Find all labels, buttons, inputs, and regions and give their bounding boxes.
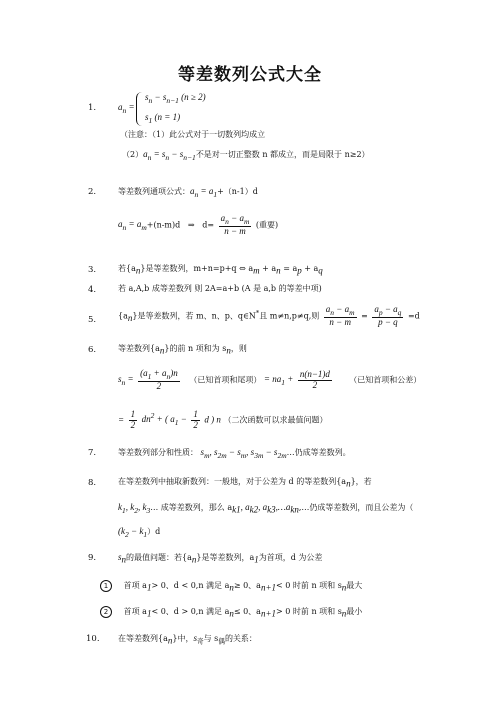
item-number-2: 2. [88,187,97,197]
note-line-1: （注意：（1）此公式对于一切数列均成立 [120,130,266,139]
fraction-half-2: $\frac{1}{2}$ [193,409,198,430]
item-number-1: 1. [88,103,97,113]
extremum-case-max: 1 首项 $a_1> 0$、d < 0,n 满足 $a_n\ge 0$、$a_{n+1}< 0$ 时前 n 项和 $s_n$最大 [100,580,362,593]
fraction-mn: $\frac{a_n - a_m}{n - m}$ [325,304,355,328]
general-term-formula-m: $a_n = a_m+(n-m)d$ ⇒ d= $\frac{a_n - a_m}{n - m}$ (重要) [118,213,279,237]
general-term-formula: 等差数列通项公式：$a_n = a_1+(n-1)d$ [118,186,258,199]
odd-even-sum-relation: 在等差数列$\{a_n\}$中，$s_奇$与 $s_偶$的关系： [118,633,257,646]
item-number-4: 4. [88,285,97,295]
common-difference-ratio: $\{a_n\}$是等差数列，若 m、n、p、q∈N*且 m≠n,p≠q,则 $\frac{a_n - a_m}{n - m}$ = $\frac{a_p - a_q}{p - q}$ =d [118,304,420,328]
sum-formula-quadratic: = $\frac{1}{2}$ $dn^2$ + ( $a_1$ − $\frac{1}{2}$ d ) n （二次函数可以求最值问题） [118,409,328,430]
item-number-5: 5. [88,315,97,325]
partial-sum-property: 等差数列部分和性质： $s_m$, $s_{2m} - s_m$, $s_{3m}$ − $s_{2m}\dots$仍成等差数列。 [118,447,351,460]
extremum-case-min: 2 首项 $a_1< 0$、d > 0,n 满足 $a_n\le 0$、$a_{n+1}> 0$ 时前 n 项和 $s_n$最小 [100,606,362,619]
extremum-intro: $s_n$的最值问题：若$\{a_n\}$是等差数列，$a_1$为首项，d 为公差 [118,552,323,565]
item-number-9: 9. [88,553,97,563]
sum-formula-1: $s_n$ = $\frac{(a_1 + a_n)n}{2}$ （已知首项和尾项） = $na_1$ + $\frac{n(n-1)d}{2}$ （已知首项和公差） [118,368,422,392]
formula-case-1: $s_n - s_{n-1}$ (n ≥ 2) [145,92,206,105]
fraction-pq: $\frac{a_p - a_q}{p - q}$ [374,304,402,328]
item-number-3: 3. [88,265,97,275]
subsequence-formula: $k_1$, $k_2$, $k_3\dots$ 成等差数列，那么 $a_{k1}$, $a_{k2}$, $a_{k3},\dots a_{kn},\dots$仍成等差数列，而且公差为（ [118,502,414,515]
item-number-6: 6. [88,345,97,355]
item-number-7: 7. [88,448,97,458]
fraction-sum-2: $\frac{n(n-1)d}{2}$ [299,369,330,390]
item-number-8: 8. [88,478,97,488]
item-number-10: 10. [86,634,100,644]
page-title: 等差数列公式大全 [178,65,322,85]
fraction-sum-1: $\frac{(a_1 + a_n)n}{2}$ [140,368,178,392]
cases-brace [136,92,143,126]
formula-an-lhs: $a_n$ = [118,102,135,115]
sum-intro: 等差数列$\{a_n\}$的前 n 项和为 $s_n$，则 [118,344,247,356]
arithmetic-mean: 若 a,A,b 成等差数列 则 2A=a+b (A 是 a,b 的等差中项) [118,284,322,293]
property-mnpq: 若$\{a_n\}$是等差数列，m+n=p+q ⇔ $a_m + a_n = a_p + a_q$ [118,264,323,276]
fraction-d: $\frac{a_n - a_m}{n - m}$ [220,213,250,237]
note-line-2: $(2)a_n = s_n - s_{n-1}$不是对一切正整数 n 都成立，而是局限于 n≥2） [122,149,370,162]
circled-number-1: 1 [100,580,112,592]
formula-case-2: $s_1$ (n = 1) [145,112,181,125]
subsequence-intro: 在等差数列中抽取新数列：一般地，对于公差为 d 的等差数列$\{a_n\}$，若 [118,477,372,489]
circled-number-2: 2 [100,606,112,618]
subsequence-difference: $(k_2 - k_1)d$ [118,526,161,539]
fraction-half-1: $\frac{1}{2}$ [130,409,136,430]
